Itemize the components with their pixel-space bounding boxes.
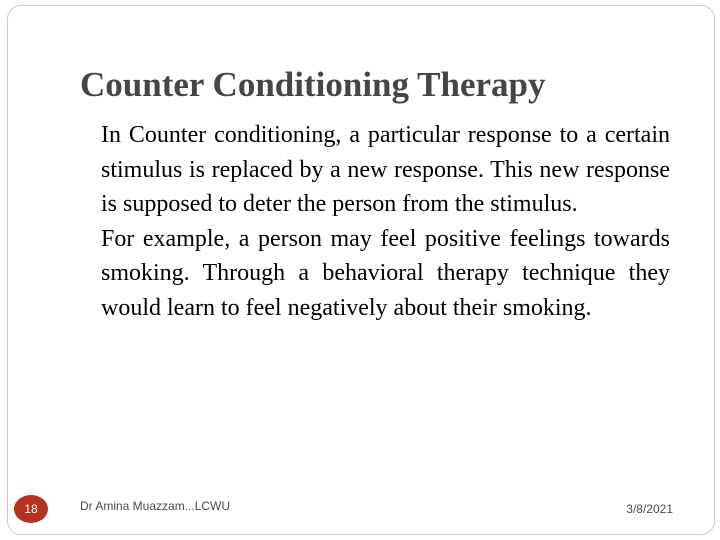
bullet-text: In Counter conditioning, a particular response to a certain stimulus is replaced by a new response. This new response is supposed to deter the person from the stimulus. — [101, 122, 670, 217]
bullet-item — [83, 118, 670, 222]
bullet-list — [83, 118, 670, 325]
footer-date: 3/8/2021 — [626, 502, 673, 516]
bullet-text: For example, a person may feel positive feelings towards smoking. Through a behavioral therapy technique they would learn to feel negatively about their smoking. — [101, 225, 670, 321]
bullet-item — [83, 222, 670, 326]
footer-author: Dr Amina Muazzam...LCWU — [80, 499, 231, 513]
slide-title: Counter Conditioning Therapy — [80, 65, 546, 104]
slide-number-badge: 18 — [14, 495, 48, 523]
